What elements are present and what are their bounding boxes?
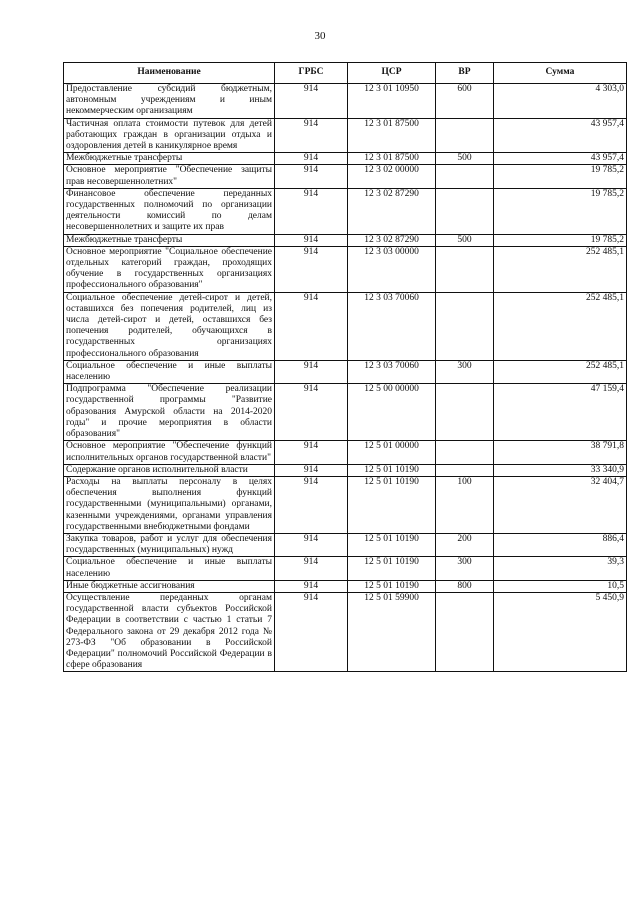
table-row [64,234,627,246]
cell-grbs: 914 [275,476,348,533]
cell-grbs: 914 [275,153,348,165]
cell-csr: 12 3 02 87290 [348,234,436,246]
table-row [64,153,627,165]
header-vr: ВР [436,63,494,84]
cell-name: Социальное обеспечение и иные выплаты населению [64,360,275,383]
table-row [64,118,627,153]
cell-vr [436,592,494,671]
table-row [64,292,627,360]
cell-vr [436,188,494,234]
cell-grbs: 914 [275,84,348,119]
cell-grbs: 914 [275,246,348,292]
cell-vr [436,292,494,360]
cell-csr: 12 3 01 87500 [348,118,436,153]
cell-vr [436,464,494,476]
cell-csr: 12 5 00 00000 [348,384,436,441]
cell-vr: 200 [436,533,494,556]
cell-grbs: 914 [275,118,348,153]
cell-name: Расходы на выплаты персоналу в целях обеспечения выполнения функций государственными (муниципальными) органами, казенными учреждениями, органами управления государственными внебюджетными фондами [64,476,275,533]
cell-csr: 12 3 01 10950 [348,84,436,119]
cell-csr: 12 5 01 59900 [348,592,436,671]
cell-grbs: 914 [275,592,348,671]
cell-grbs: 914 [275,188,348,234]
cell-sum: 38 791,8 [494,441,627,464]
table-row [64,84,627,119]
cell-vr: 300 [436,557,494,580]
cell-csr: 12 3 03 70060 [348,292,436,360]
cell-name: Межбюджетные трансферты [64,153,275,165]
cell-vr [436,165,494,188]
cell-grbs: 914 [275,580,348,592]
cell-sum: 19 785,2 [494,165,627,188]
page-number: 30 [314,30,326,42]
cell-csr: 12 3 01 87500 [348,153,436,165]
cell-vr: 500 [436,234,494,246]
cell-sum: 10,5 [494,580,627,592]
cell-vr [436,118,494,153]
cell-vr: 300 [436,360,494,383]
header-sum: Сумма [494,63,627,84]
cell-sum: 47 159,4 [494,384,627,441]
table-row [64,557,627,580]
cell-name: Основное мероприятие "Обеспечение функций исполнительных органов государственной власти" [64,441,275,464]
table-row [64,533,627,556]
cell-vr: 500 [436,153,494,165]
table-row [64,580,627,592]
cell-csr: 12 5 01 00000 [348,441,436,464]
cell-sum: 39,3 [494,557,627,580]
cell-sum: 252 485,1 [494,292,627,360]
cell-name: Подпрограмма "Обеспечение реализации государственной программы "Развитие образования Амурской области на 2014-2020 годы" и прочие мероприятия в области образования" [64,384,275,441]
cell-vr [436,384,494,441]
cell-sum: 886,4 [494,533,627,556]
cell-grbs: 914 [275,557,348,580]
cell-name: Предоставление субсидий бюджетным, автономным учреждениям и иным некоммерческим организациям [64,84,275,119]
cell-vr: 100 [436,476,494,533]
cell-sum: 4 303,0 [494,84,627,119]
cell-grbs: 914 [275,165,348,188]
header-csr: ЦСР [348,63,436,84]
cell-name: Содержание органов исполнительной власти [64,464,275,476]
cell-vr [436,441,494,464]
cell-name: Частичная оплата стоимости путевок для детей работающих граждан в организации отдыха и оздоровления детей в каникулярное время [64,118,275,153]
cell-grbs: 914 [275,292,348,360]
table-row [64,188,627,234]
table-row [64,360,627,383]
cell-csr: 12 3 03 70060 [348,360,436,383]
cell-name: Закупка товаров, работ и услуг для обеспечения государственных (муниципальных) нужд [64,533,275,556]
cell-name: Финансовое обеспечение переданных государственных полномочий по организации деятельности комиссий по делам несовершеннолетних и защите их прав [64,188,275,234]
cell-csr: 12 5 01 10190 [348,533,436,556]
cell-csr: 12 3 02 00000 [348,165,436,188]
table-row [64,464,627,476]
cell-grbs: 914 [275,441,348,464]
cell-vr: 800 [436,580,494,592]
cell-vr [436,246,494,292]
cell-sum: 19 785,2 [494,234,627,246]
cell-name: Межбюджетные трансферты [64,234,275,246]
cell-sum: 33 340,9 [494,464,627,476]
cell-sum: 19 785,2 [494,188,627,234]
cell-grbs: 914 [275,360,348,383]
cell-name: Иные бюджетные ассигнования [64,580,275,592]
cell-csr: 12 3 03 00000 [348,246,436,292]
cell-csr: 12 5 01 10190 [348,464,436,476]
table-row [64,165,627,188]
header-grbs: ГРБС [275,63,348,84]
table-row [64,592,627,671]
table-row [64,384,627,441]
cell-csr: 12 3 02 87290 [348,188,436,234]
table-row [64,246,627,292]
cell-sum: 5 450,9 [494,592,627,671]
cell-sum: 32 404,7 [494,476,627,533]
budget-table [63,62,627,672]
cell-name: Социальное обеспечение и иные выплаты населению [64,557,275,580]
cell-grbs: 914 [275,234,348,246]
cell-grbs: 914 [275,533,348,556]
cell-csr: 12 5 01 10190 [348,580,436,592]
cell-vr: 600 [436,84,494,119]
cell-name: Осуществление переданных органам государственной власти субъектов Российской Федерации в соответствии с частью 1 статьи 7 Федерального закона от 29 декабря 2012 года № 273-ФЗ "Об образовании в Российской Федерации" полномочий Российской Федерации в сфере образования [64,592,275,671]
cell-sum: 43 957,4 [494,153,627,165]
table-row [64,441,627,464]
cell-sum: 252 485,1 [494,246,627,292]
cell-sum: 252 485,1 [494,360,627,383]
cell-name: Основное мероприятие "Обеспечение защиты прав несовершеннолетних" [64,165,275,188]
table-header-row [64,63,627,84]
cell-csr: 12 5 01 10190 [348,476,436,533]
cell-sum: 43 957,4 [494,118,627,153]
cell-name: Социальное обеспечение детей-сирот и детей, оставшихся без попечения родителей, лиц из числа детей-сирот и детей, оставшихся без попечения родителей, обучающихся в государственных организациях профессионального образования [64,292,275,360]
header-name: Наименование [64,63,275,84]
cell-name: Основное мероприятие "Социальное обеспечение отдельных категорий граждан, проходящих обучение в государственных организациях профессионального образования" [64,246,275,292]
cell-grbs: 914 [275,384,348,441]
cell-csr: 12 5 01 10190 [348,557,436,580]
cell-grbs: 914 [275,464,348,476]
table-row [64,476,627,533]
